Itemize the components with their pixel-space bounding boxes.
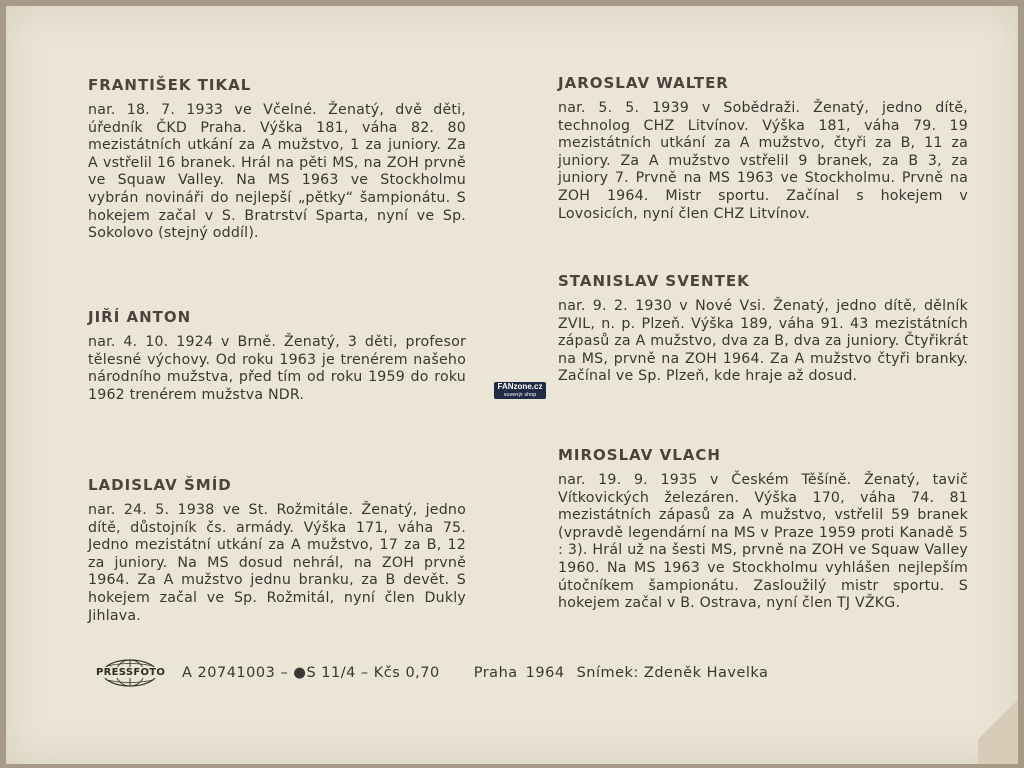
postcard-back xyxy=(6,6,1018,764)
bio-vlach xyxy=(558,446,968,613)
bio-name: JIŘÍ ANTON xyxy=(88,308,192,326)
bio-text: nar. 4. 10. 1924 v Brně. Ženatý, 3 děti, profesor tělesné výchovy. Od roku 1963 je trenérem našeho národního mužstva, před tím od roku 1959 do roku 1962 trenérem mužstva NDR. xyxy=(88,334,466,403)
logo-text: PRESSFOTO xyxy=(96,667,166,678)
bio-name: STANISLAV SVENTEK xyxy=(558,272,750,290)
print-city: Praha xyxy=(473,665,518,681)
print-year: 1964 xyxy=(525,665,565,681)
bio-name: JAROSLAV WALTER xyxy=(558,74,729,92)
imprint-line xyxy=(92,658,972,688)
bio-name: LADISLAV ŠMÍD xyxy=(88,476,232,494)
bio-text: nar. 24. 5. 1938 ve St. Rožmitále. Ženatý, jedno dítě, důstojník čs. armády. Výška 171, váha 75. Jedno mezistátní utkání za A mužstvo, 17 za B, 12 za juniory. Na MS dosud nehrál, na ZOH prvně 1964. Za A mužstvo jednu branku, za B devět. S hokejem začal ve Sp. Rožmitál, nyní člen Dukly Jihlava. xyxy=(88,502,466,624)
pressfoto-logo xyxy=(92,658,168,688)
bio-tikal xyxy=(88,76,466,243)
shop-watermark xyxy=(494,382,546,399)
watermark-title: FANzone.cz xyxy=(497,382,543,391)
paper-corner xyxy=(978,674,1018,764)
print-code: A 20741003 – ●S 11/4 – Kčs 0,70 xyxy=(182,665,440,681)
bio-name: FRANTIŠEK TIKAL xyxy=(88,76,252,94)
photo-credit: Snímek: Zdeněk Havelka xyxy=(576,665,769,681)
bio-text: nar. 18. 7. 1933 ve Včelné. Ženatý, dvě děti, úředník ČKD Praha. Výška 181, váha 82. 80 mezistátních utkání za A mužstvo, 1 za juniory. Za A vstřelil 16 branek. Hrál na pěti MS, na ZOH prvně ve Squaw Valley. Na MS 1963 ve Stockholmu vybrán novináři do nejlepší „pětky“ šampionátu. S hokejem začal v S. Bratrství Sparta, nyní ve Sp. Sokolovo (stejný oddíl). xyxy=(88,102,466,242)
bio-anton xyxy=(88,308,466,404)
bio-sventek xyxy=(558,272,968,386)
bio-text: nar. 5. 5. 1939 v Sobědraži. Ženatý, jedno dítě, technolog CHZ Litvínov. Výška 181, váha 79. 19 mezistátních utkání za A mužstvo, čtyři za B, 11 za juniory. Za A mužstvo vstřelil 9 branek, za B 3, za juniory 7. Prvně na MS 1963 ve Stockholmu. Prvně na ZOH 1964. Mistr sportu. Začínal s hokejem v Lovosicích, nyní člen CHZ Litvínov. xyxy=(558,100,968,222)
bio-text: nar. 19. 9. 1935 v Českém Těšíně. Ženatý, tavič Vítkovických železáren. Výška 170, váha 74. 81 mezistátních zápasů za A mužstvo, vstřelil 59 branek (vpravdě legendární na MS v Praze 1959 proti Kanadě 5 : 3). Hrál už na šesti MS, prvně na ZOH ve Squaw Valley 1960. Na MS 1963 ve Stockholmu vyhlášen nejlepším útočníkem šampionátu. Zasloužilý mistr sportu. S hokejem začal v B. Ostrava, nyní člen TJ VŽKG. xyxy=(558,472,968,612)
bio-text: nar. 9. 2. 1930 v Nové Vsi. Ženatý, jedno dítě, dělník ZVIL, n. p. Plzeň. Výška 189, váha 91. 43 mezistátních zápasů za A mužstvo, dva za B, dva za juniory. Čtyřikrát na MS, prvně na ZOH 1964. Za A mužstvo čtyři branky. Začínal ve Sp. Plzeň, kde hraje až dosud. xyxy=(558,298,968,385)
bio-walter xyxy=(558,74,968,223)
watermark-subtitle: suvenýr shop xyxy=(503,392,537,398)
bio-smid xyxy=(88,476,466,625)
bio-name: MIROSLAV VLACH xyxy=(558,446,721,464)
